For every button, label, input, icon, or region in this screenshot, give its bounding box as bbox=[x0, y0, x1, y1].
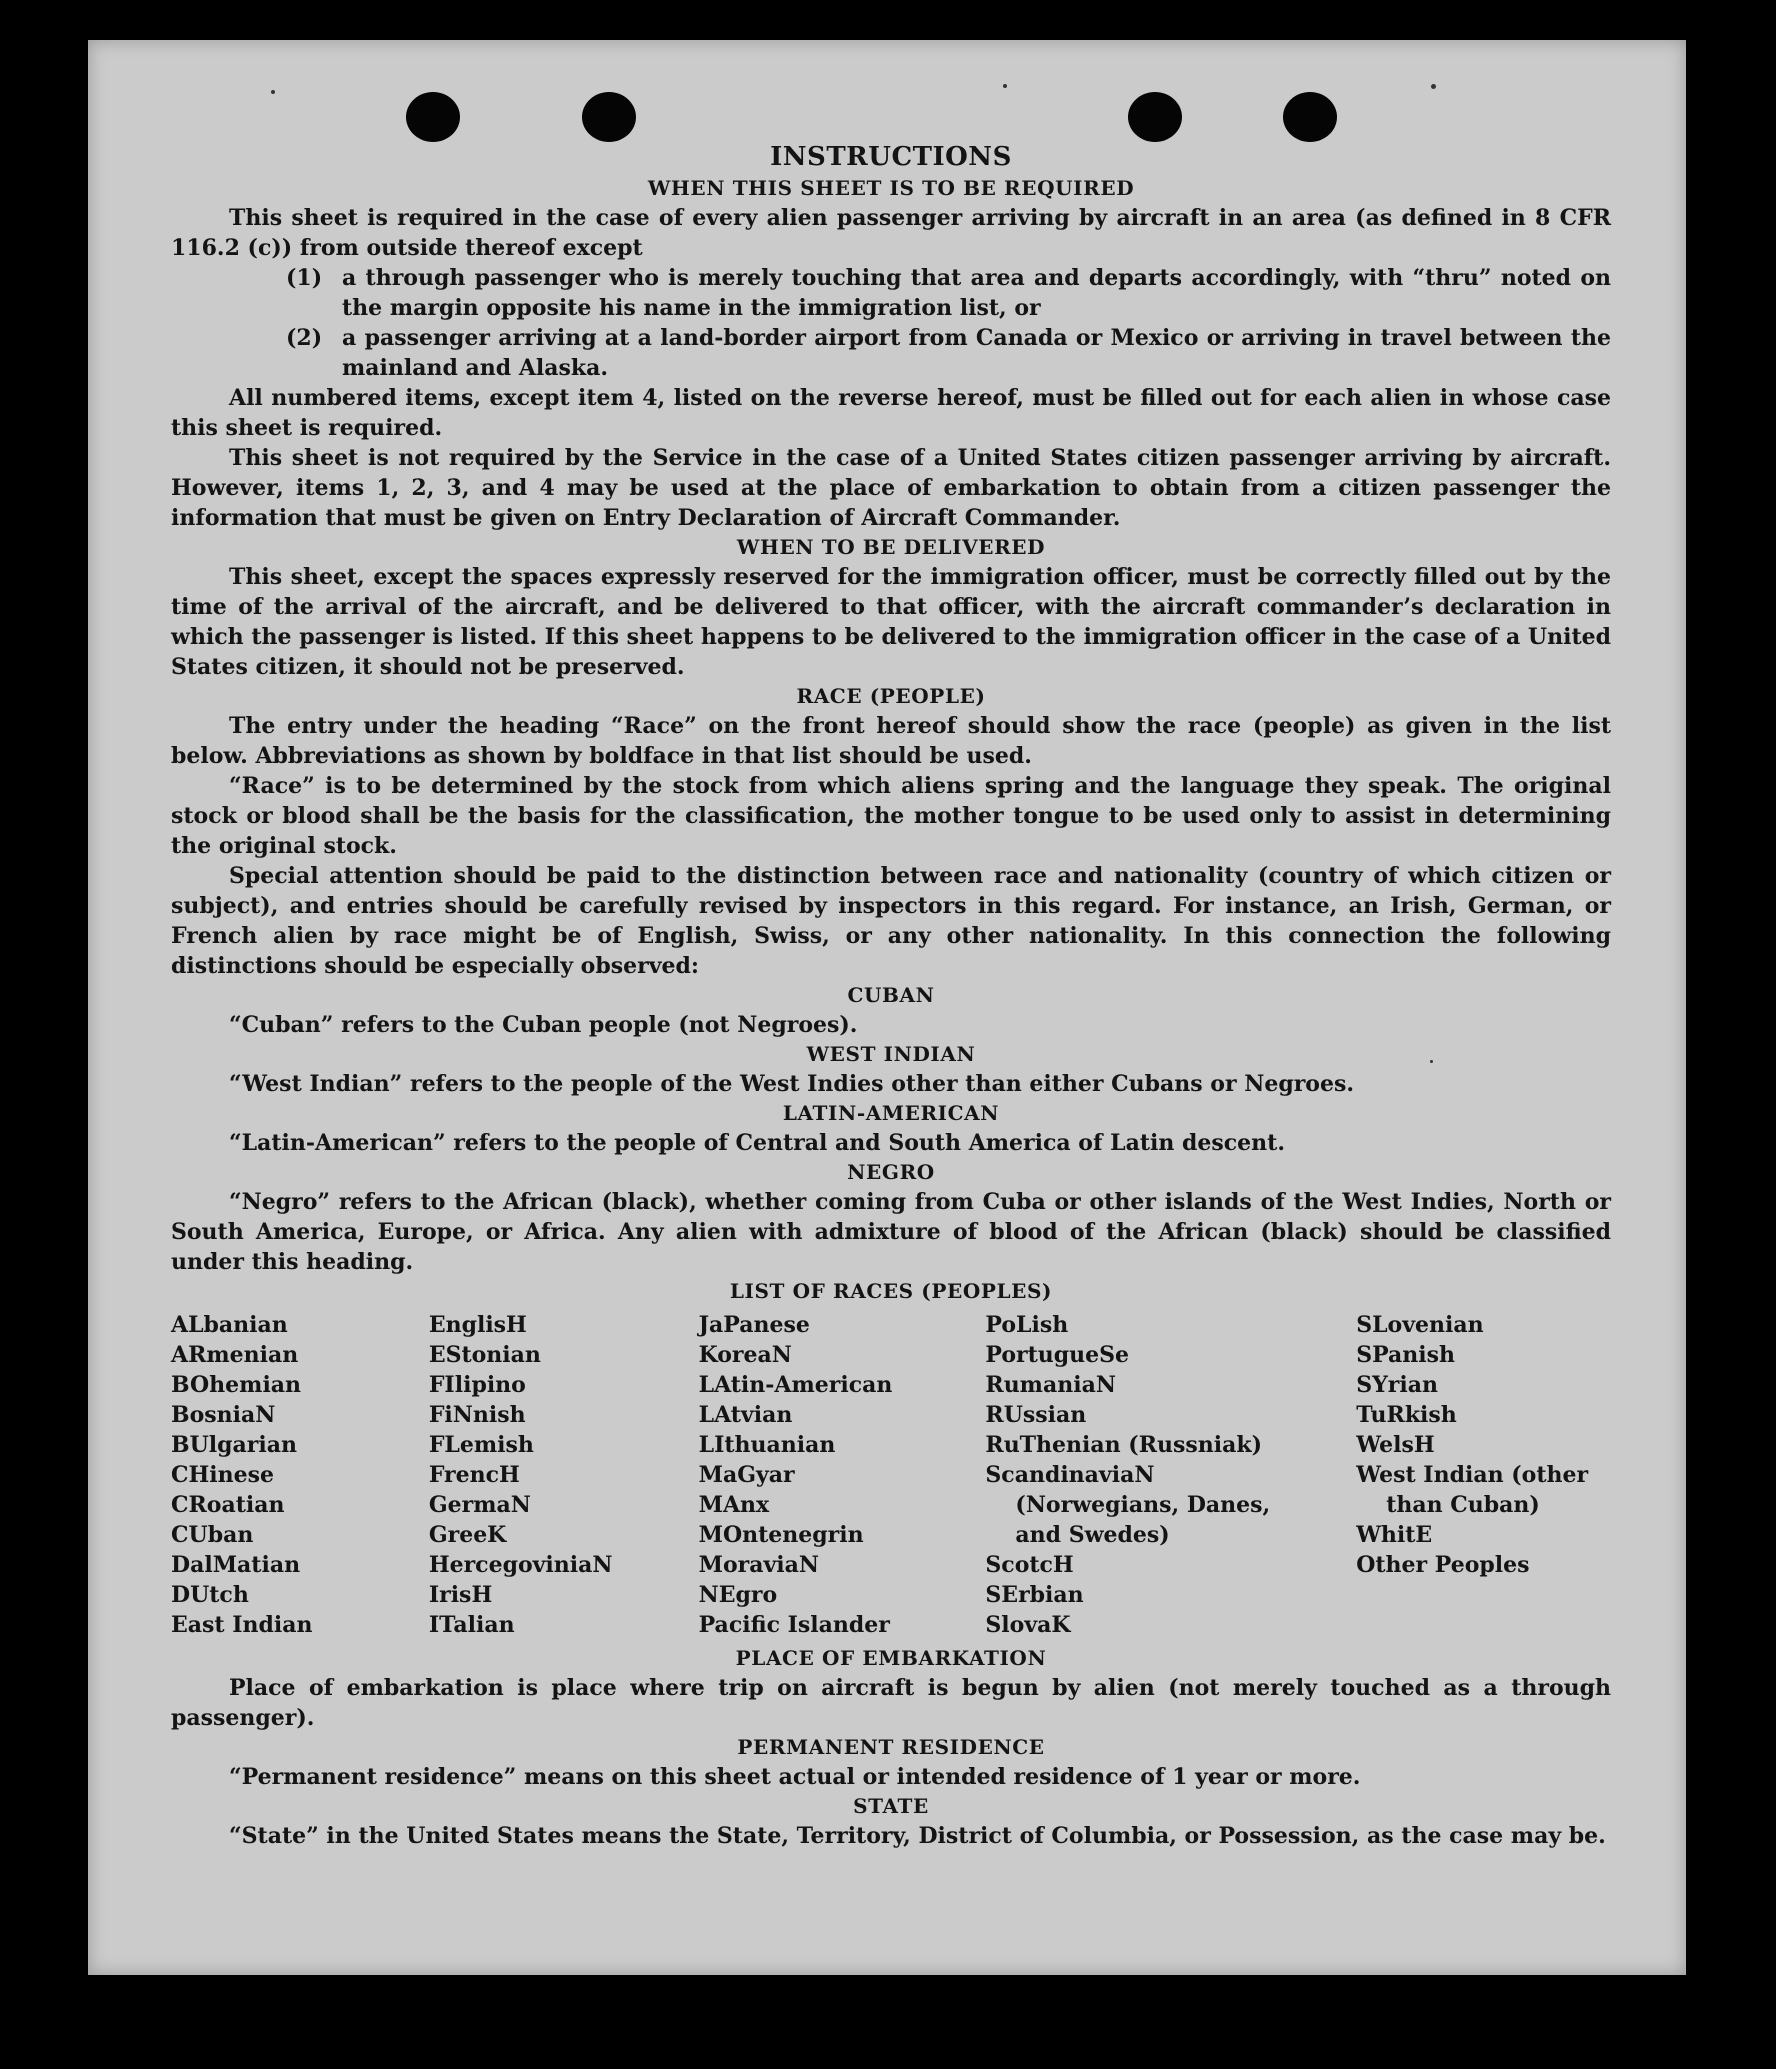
race-column bbox=[1356, 1310, 1611, 1640]
instructions-content bbox=[171, 140, 1611, 1851]
section-heading: RACE (PEOPLE) bbox=[796, 684, 986, 708]
section-heading: STATE bbox=[853, 1794, 929, 1818]
section-heading: LIST OF RACES (PEOPLES) bbox=[729, 1279, 1053, 1303]
race-column bbox=[429, 1310, 699, 1640]
race-column bbox=[699, 1310, 986, 1640]
race-entry: RUssian bbox=[985, 1402, 1087, 1428]
speck bbox=[1003, 84, 1007, 88]
race-entry: LAtin-American bbox=[698, 1372, 893, 1398]
punch-hole bbox=[406, 92, 460, 142]
race-entry: CUban bbox=[171, 1522, 254, 1548]
race-entry: CHinese bbox=[171, 1462, 275, 1488]
race-entry: BOhemian bbox=[171, 1372, 302, 1398]
paragraph: “West Indian” refers to the people of the West Indies other than either Cubans or Negroes. bbox=[229, 1071, 1355, 1097]
race-entry: RumaniaN bbox=[985, 1372, 1116, 1398]
race-entry: LAtvian bbox=[698, 1402, 793, 1428]
section-heading: WEST INDIAN bbox=[806, 1042, 976, 1066]
race-entry: Other Peoples bbox=[1356, 1552, 1530, 1578]
race-entry: SLovenian bbox=[1356, 1312, 1484, 1338]
race-entry: ARmenian bbox=[171, 1342, 299, 1368]
page-title: INSTRUCTIONS bbox=[770, 142, 1012, 172]
paragraph: Place of embarkation is place where trip on aircraft is begun by alien (not merely touched as a through passenger). bbox=[171, 1675, 1611, 1731]
race-entry: ScandinaviaN (Norwegians, Danes, and Swedes) bbox=[985, 1462, 1271, 1548]
race-entry: BUlgarian bbox=[171, 1432, 297, 1458]
paragraph: This sheet is required in the case of every alien passenger arriving by aircraft in an area (as defined in 8 CFR 116.2 (c)) from outside thereof except bbox=[171, 205, 1611, 261]
document-page bbox=[88, 40, 1686, 1975]
section-heading: PLACE OF EMBARKATION bbox=[735, 1646, 1047, 1670]
punch-hole bbox=[582, 92, 636, 142]
paragraph: The entry under the heading “Race” on the front hereof should show the race (people) as given in the list below. Abbreviations as shown by boldface in that list should be used. bbox=[171, 713, 1611, 769]
race-entry: KoreaN bbox=[698, 1342, 792, 1368]
race-entry: ALbanian bbox=[171, 1312, 288, 1338]
paragraph: “Latin-American” refers to the people of Central and South America of Latin descent. bbox=[229, 1130, 1285, 1156]
numbered-item bbox=[286, 323, 1611, 383]
race-entry: Pacific Islander bbox=[698, 1612, 890, 1638]
paragraph: “Permanent residence” means on this sheet actual or intended residence of 1 year or more. bbox=[229, 1764, 1361, 1790]
paragraph: Special attention should be paid to the distinction between race and nationality (country of which citizen or subject), and entries should be carefully revised by inspectors in this regard. For instance, an Irish, German, or French alien by race might be of English, Swiss, or any other nationality. In this connection the following distinctions should be especially observed: bbox=[171, 863, 1611, 979]
race-entry: HercegoviniaN bbox=[428, 1552, 613, 1578]
race-entry: WelsH bbox=[1356, 1432, 1435, 1458]
race-entry: East Indian bbox=[171, 1612, 313, 1638]
paragraph: “Negro” refers to the African (black), whether coming from Cuba or other islands of the West Indies, North or South America, Europe, or Africa. Any alien with admixture of blood of the African (black) should be classified under this heading. bbox=[171, 1189, 1611, 1275]
speck bbox=[1431, 84, 1436, 89]
speck bbox=[271, 90, 275, 94]
race-entry: MOntenegrin bbox=[698, 1522, 864, 1548]
race-entry: SlovaK bbox=[985, 1612, 1071, 1638]
punch-hole bbox=[1128, 92, 1182, 142]
race-entry: NEgro bbox=[698, 1582, 778, 1608]
race-entry: JaPanese bbox=[698, 1312, 810, 1338]
race-entry: MaGyar bbox=[698, 1462, 795, 1488]
section-heading: LATIN-AMERICAN bbox=[782, 1101, 1000, 1125]
race-list bbox=[171, 1310, 1611, 1640]
race-entry: GermaN bbox=[428, 1492, 531, 1518]
paragraph: This sheet, except the spaces expressly reserved for the immigration officer, must be correctly filled out by the time of the arrival of the aircraft, and be delivered to that officer, with the aircraft commander’s declaration in which the passenger is listed. If this sheet happens to be delivered to the immigration officer in the case of a United States citizen, it should not be preserved. bbox=[171, 564, 1611, 680]
numbered-item bbox=[286, 263, 1611, 323]
section-heading: NEGRO bbox=[847, 1160, 935, 1184]
race-entry: EStonian bbox=[428, 1342, 541, 1368]
race-entry: ITalian bbox=[428, 1612, 515, 1638]
race-entry: FLemish bbox=[428, 1432, 534, 1458]
paragraph: “Cuban” refers to the Cuban people (not Negroes). bbox=[229, 1012, 858, 1038]
race-entry: PoLish bbox=[985, 1312, 1069, 1338]
race-entry: TuRkish bbox=[1356, 1402, 1457, 1428]
paragraph: “Race” is to be determined by the stock from which aliens spring and the language they speak. The original stock or blood shall be the basis for the classification, the mother tongue to be used only to assist in determining the original stock. bbox=[171, 773, 1611, 859]
race-column bbox=[985, 1310, 1281, 1640]
item-number: (1) bbox=[286, 265, 323, 291]
section-heading: WHEN TO BE DELIVERED bbox=[736, 535, 1046, 559]
race-entry: West Indian (other than Cuban) bbox=[1356, 1462, 1589, 1518]
race-entry: CRoatian bbox=[171, 1492, 285, 1518]
race-entry: GreeK bbox=[428, 1522, 507, 1548]
race-entry: MoraviaN bbox=[698, 1552, 819, 1578]
race-entry: SPanish bbox=[1356, 1342, 1456, 1368]
section-heading: WHEN THIS SHEET IS TO BE REQUIRED bbox=[647, 176, 1135, 200]
race-entry: FIlipino bbox=[428, 1372, 526, 1398]
race-column bbox=[171, 1310, 429, 1640]
race-entry: IrisH bbox=[428, 1582, 493, 1608]
race-entry: BosniaN bbox=[171, 1402, 276, 1428]
race-entry: RuThenian (Russniak) bbox=[985, 1432, 1263, 1458]
item-text: a through passenger who is merely touching that area and departs accordingly, with “thru” noted on the margin opposite his name in the immigration list, or bbox=[342, 265, 1611, 321]
paragraph: All numbered items, except item 4, listed on the reverse hereof, must be filled out for each alien in whose case this sheet is required. bbox=[171, 385, 1611, 441]
item-text: a passenger arriving at a land-border airport from Canada or Mexico or arriving in travel between the mainland and Alaska. bbox=[342, 325, 1611, 381]
race-entry: PortugueSe bbox=[985, 1342, 1130, 1368]
race-entry: DUtch bbox=[171, 1582, 249, 1608]
item-number: (2) bbox=[286, 325, 323, 351]
paragraph: “State” in the United States means the State, Territory, District of Columbia, or Possession, as the case may be. bbox=[229, 1823, 1606, 1849]
race-entry: FiNnish bbox=[428, 1402, 526, 1428]
section-heading: CUBAN bbox=[847, 983, 935, 1007]
punch-hole bbox=[1283, 92, 1337, 142]
race-entry: WhitE bbox=[1356, 1522, 1433, 1548]
race-entry: SYrian bbox=[1356, 1372, 1438, 1398]
race-entry: ScotcH bbox=[985, 1552, 1074, 1578]
race-entry: LIthuanian bbox=[698, 1432, 836, 1458]
race-entry: EnglisH bbox=[428, 1312, 527, 1338]
paragraph: This sheet is not required by the Service in the case of a United States citizen passenger arriving by aircraft. However, items 1, 2, 3, and 4 may be used at the place of embarkation to obtain from a citizen passenger the information that must be given on Entry Declaration of Aircraft Commander. bbox=[171, 445, 1611, 531]
race-entry: FrencH bbox=[428, 1462, 520, 1488]
section-heading: PERMANENT RESIDENCE bbox=[737, 1735, 1045, 1759]
race-entry: MAnx bbox=[698, 1492, 770, 1518]
race-entry: SErbian bbox=[985, 1582, 1084, 1608]
race-entry: DalMatian bbox=[171, 1552, 301, 1578]
